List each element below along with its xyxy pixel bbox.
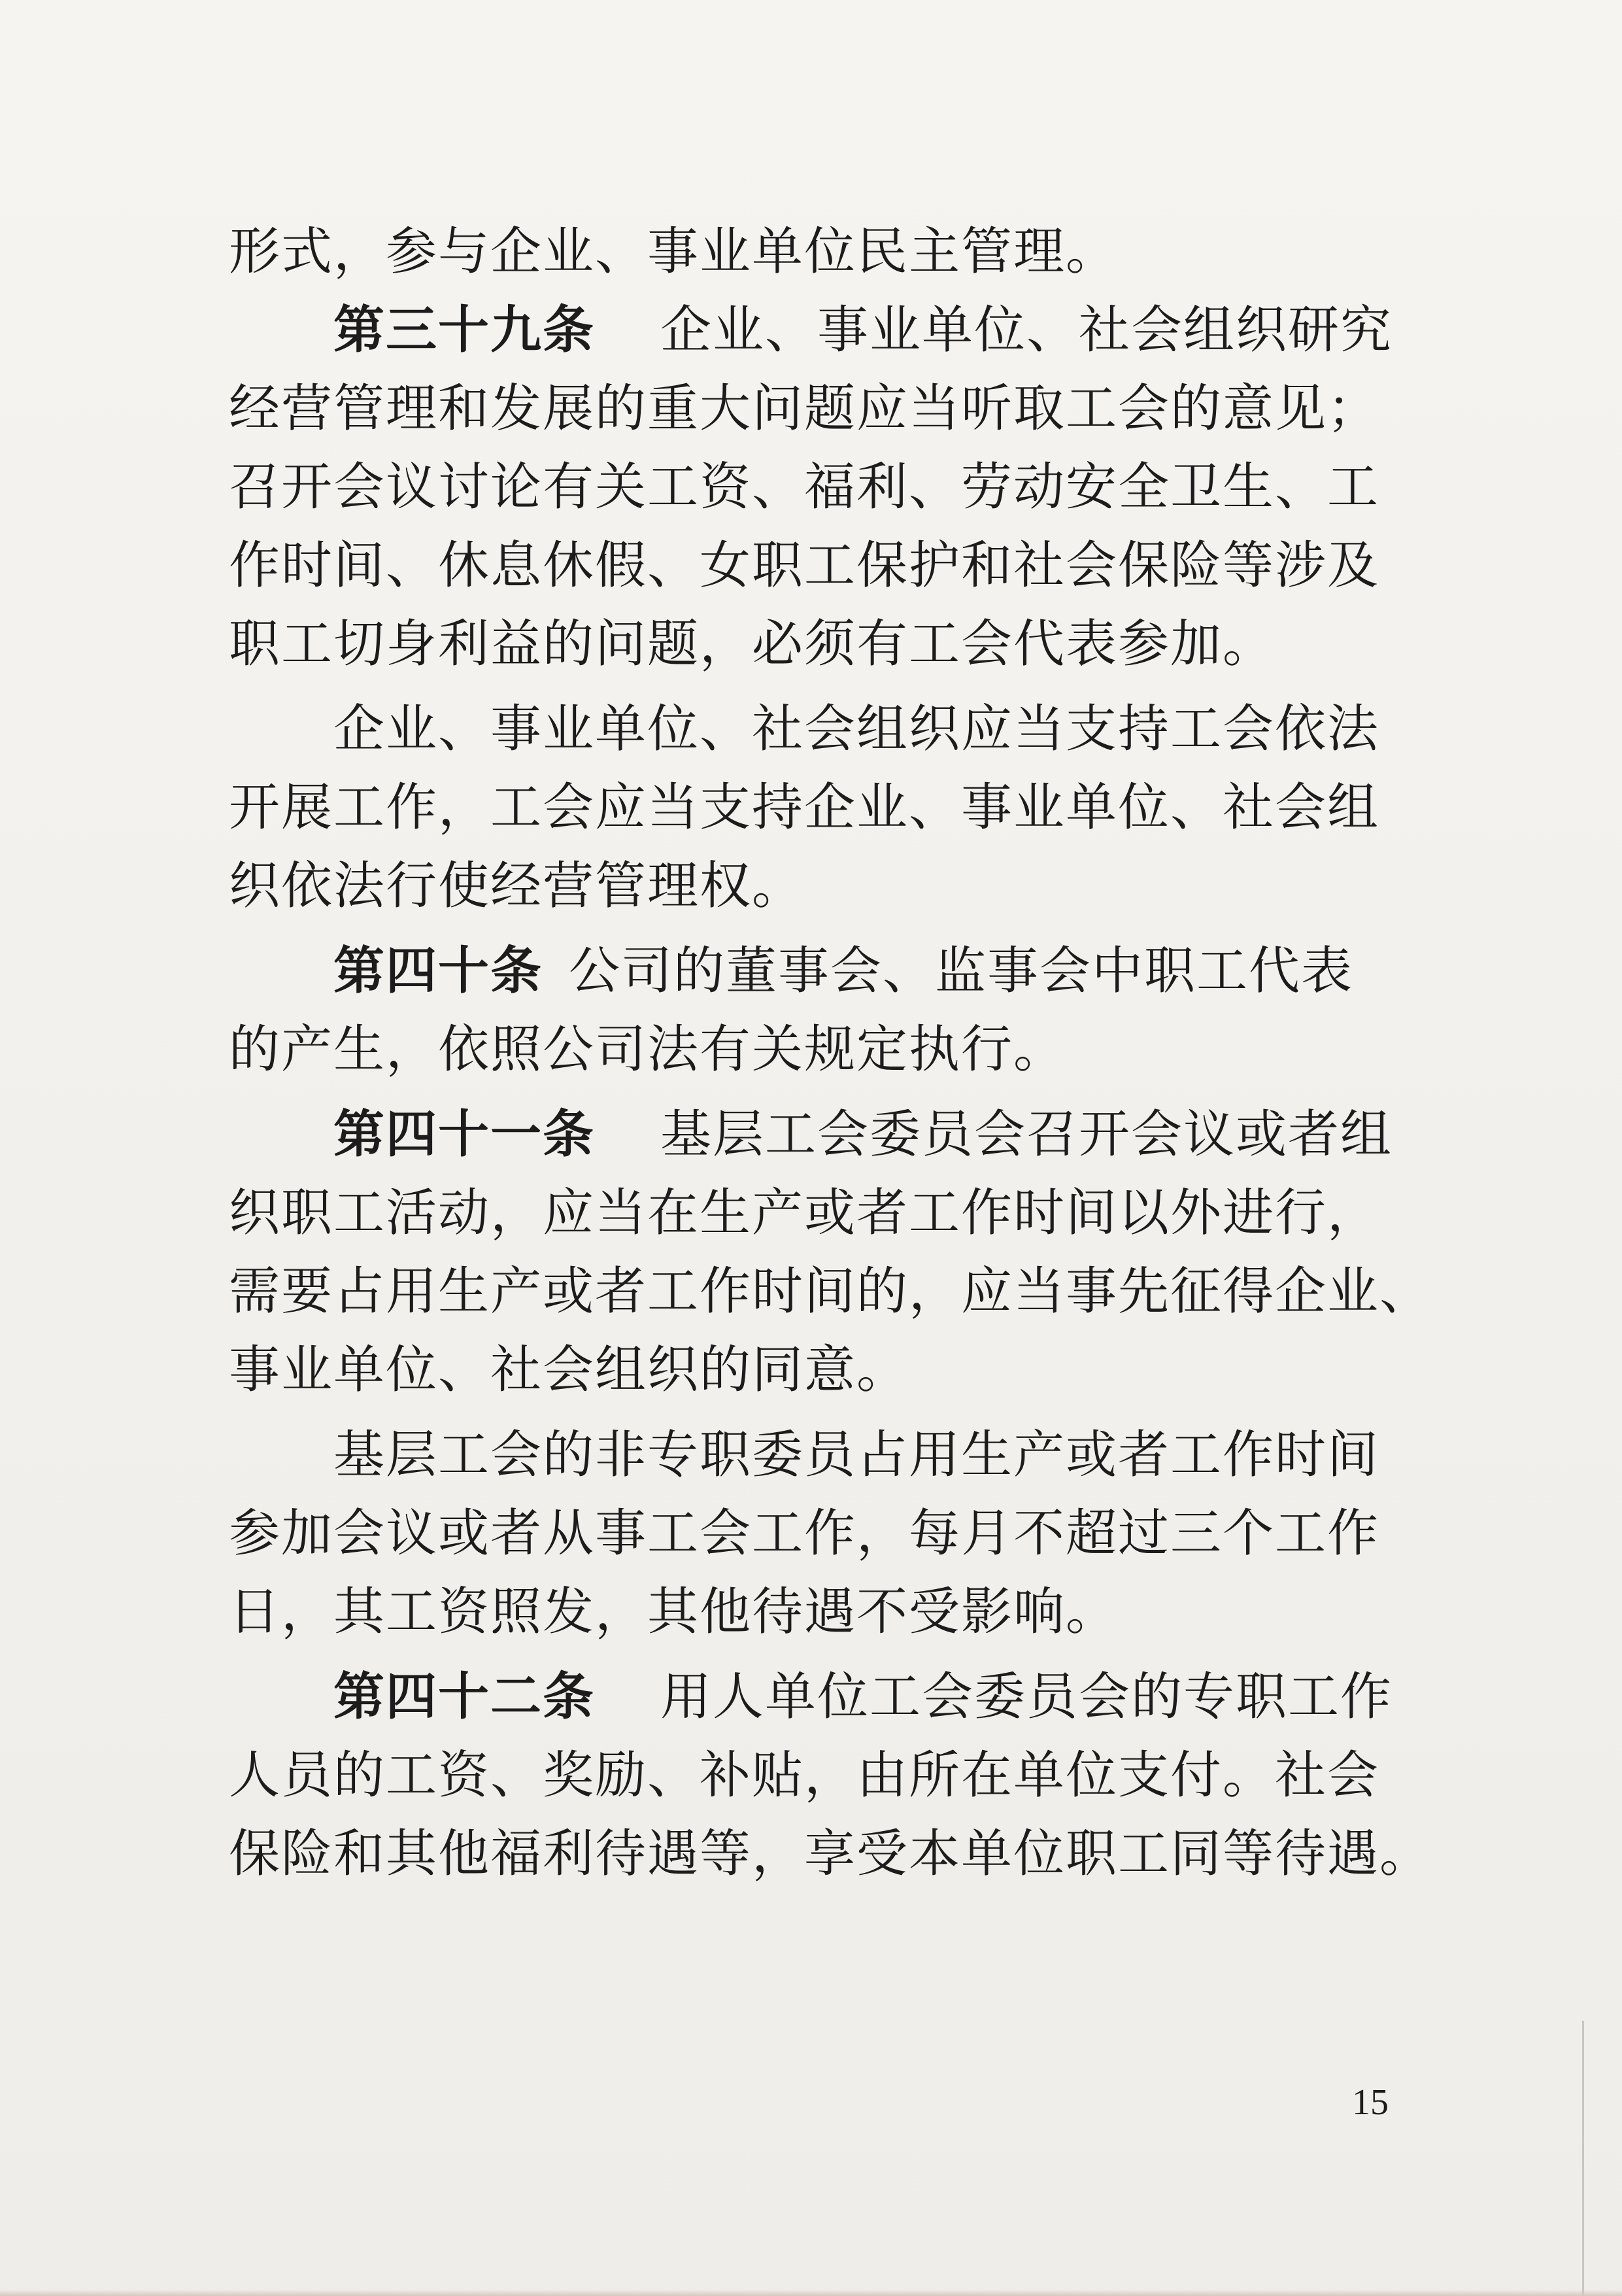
- scan-edge-shadow: [0, 2289, 1622, 2296]
- line-text: 召开会议讨论有关工资、福利、劳动安全卫生、工: [229, 458, 1380, 517]
- line-text: 织职工活动，应当在生产或者工作时间以外进行，: [229, 1184, 1380, 1242]
- article-line: [333, 1661, 1393, 1733]
- line-text: 用人单位工会委员会的专职工作: [660, 1668, 1393, 1726]
- text-line: [229, 1739, 1393, 1811]
- text-line: [229, 216, 1118, 288]
- text-line: [229, 530, 1393, 602]
- text-line: [229, 1334, 909, 1406]
- text-line: [229, 772, 1393, 844]
- article-line: [333, 935, 1353, 1007]
- text-line: [229, 1576, 1118, 1648]
- line-text: 企业、事业单位、社会组织应当支持工会依法: [333, 700, 1380, 759]
- line-text: 参加会议或者从事工会工作，每月不超过三个工作: [229, 1504, 1380, 1563]
- article-number: 第四十一条: [333, 1105, 596, 1164]
- text-line: [333, 693, 1379, 765]
- article-line: [333, 294, 1393, 366]
- article-line: [333, 1099, 1393, 1171]
- text-line: [229, 451, 1393, 523]
- text-line: [229, 1818, 1432, 1890]
- text-line: [333, 1419, 1379, 1491]
- line-text: 事业单位、社会组织的同意。: [229, 1341, 909, 1399]
- text-line: [229, 1177, 1393, 1249]
- line-text: 的产生，依照公司法有关规定执行。: [229, 1020, 1066, 1079]
- line-text: 企业、事业单位、社会组织研究: [660, 301, 1393, 360]
- line-text: 保险和其他福利待遇等，享受本单位职工同等待遇。: [229, 1825, 1432, 1883]
- line-text: 开展工作，工会应当支持企业、事业单位、社会组: [229, 778, 1380, 837]
- article-number: 第四十条: [333, 941, 543, 1001]
- scan-edge-line: [1582, 2021, 1584, 2296]
- text-line: [229, 373, 1393, 445]
- text-line: [229, 1014, 1066, 1086]
- line-text: 织依法行使经营管理权。: [229, 857, 805, 916]
- line-text: 形式，参与企业、事业单位民主管理。: [229, 222, 1119, 281]
- text-line: [229, 850, 804, 922]
- text-line: [229, 1256, 1432, 1328]
- article-number: 第四十二条: [333, 1667, 596, 1726]
- line-text: 公司的董事会、监事会中职工代表: [569, 942, 1354, 1001]
- page-number: 15: [1352, 2082, 1389, 2123]
- line-text: 职工切身利益的问题，必须有工会代表参加。: [229, 615, 1276, 674]
- line-text: 作时间、休息休假、女职工保护和社会保险等涉及: [229, 536, 1380, 595]
- line-text: 需要占用生产或者工作时间的，应当事先征得企业、: [229, 1262, 1432, 1321]
- line-text: 基层工会的非专职委员占用生产或者工作时间: [333, 1426, 1380, 1484]
- line-text: 经营管理和发展的重大问题应当听取工会的意见；: [229, 379, 1380, 438]
- text-line: [229, 608, 1275, 680]
- line-text: 基层工会委员会召开会议或者组: [660, 1105, 1393, 1164]
- article-number: 第三十九条: [333, 300, 596, 360]
- line-text: 人员的工资、奖励、补贴，由所在单位支付。社会: [229, 1746, 1380, 1805]
- text-line: [229, 1498, 1393, 1569]
- line-text: 日，其工资照发，其他待遇不受影响。: [229, 1583, 1119, 1641]
